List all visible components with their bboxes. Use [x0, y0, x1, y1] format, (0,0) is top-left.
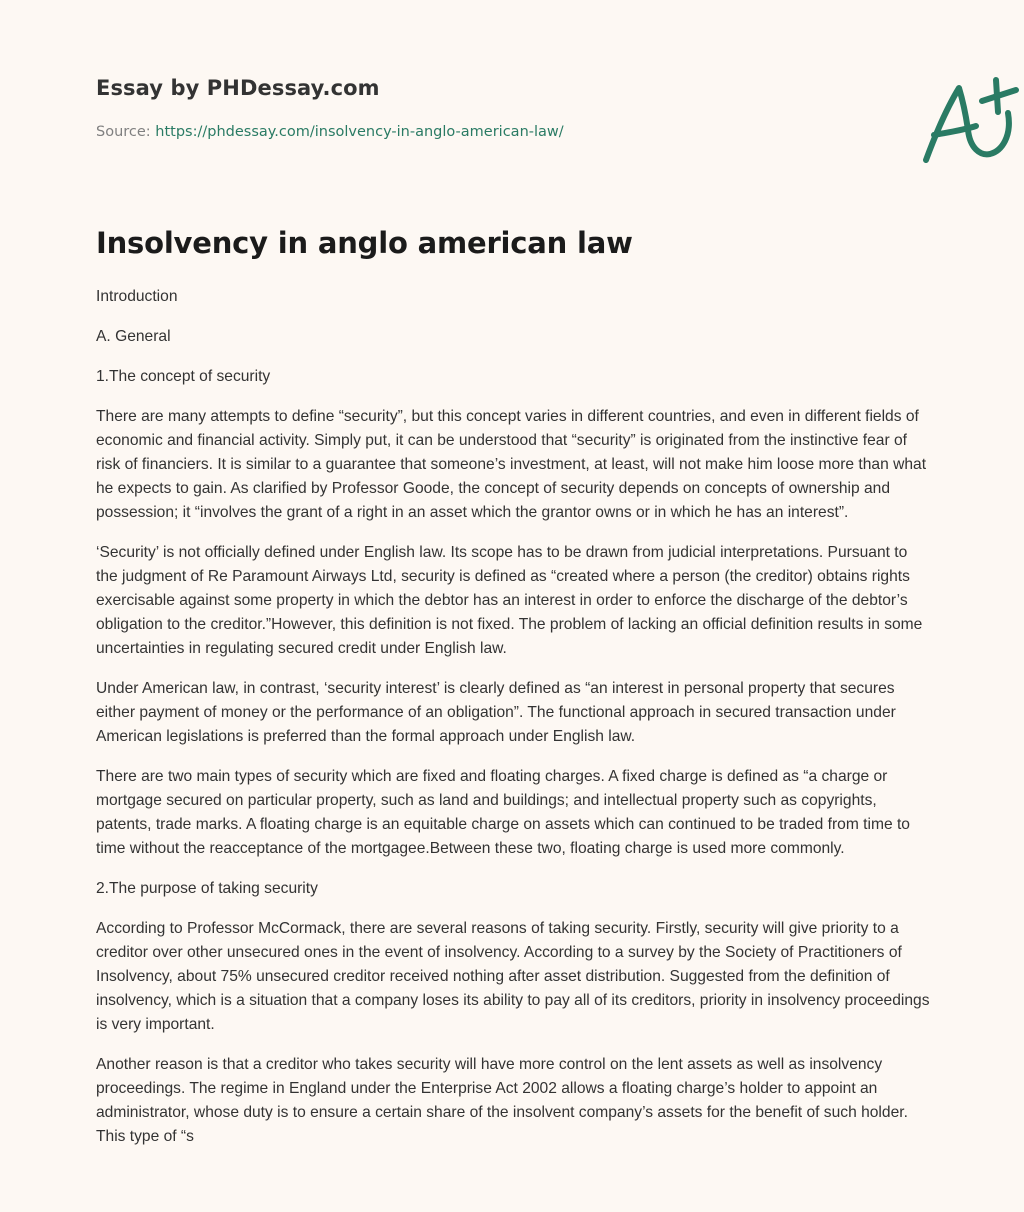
paragraph: There are two main types of security which are fixed and floating charges. A fixed charge is defined as “a charge or mortgage secured on particular property, such as land and buildings; and intellectual property such as copyrights, patents, trade marks. A floating charge is an equitable charge on assets which can continued to be traded from time to time without the reacceptance of the mortgagee.Between these two, floating charge is used more commonly. [96, 768, 910, 857]
paragraph: There are many attempts to define “security”, but this concept varies in different countries, and even in different fields of economic and financial activity. Simply put, it can be understood that “security” is originated from the instinctive fear of risk of financiers. It is similar to a guarantee that someone’s investment, at least, will not make him loose more than what he expects to gain. As clarified by Professor Goode, the concept of security depends on concepts of ownership and possession; it “involves the grant of a right in an asset which the grantor owns or in which he has an interest”. [96, 408, 927, 521]
essay-body [96, 285, 930, 1165]
paragraph: Under American law, in contrast, ‘security interest’ is clearly defined as “an interest in personal property that secures either payment of money or the performance of an obligation”. The functional approach in secured transaction under American legislations is preferred than the formal approach under English law. [96, 680, 896, 745]
source-link[interactable]: https://phdessay.com/insolvency-in-anglo-american-law/ [155, 124, 564, 140]
paragraph: According to Professor McCormack, there are several reasons of taking security. Firstly, security will give priority to a creditor over other unsecured ones in the event of insolvency. According to a survey by the Society of Practitioners of Insolvency, about 75% unsecured creditor received nothing after asset distribution. Suggested from the definition of insolvency, which is a situation that a company loses its ability to pay all of its creditors, priority in insolvency proceedings is very important. [96, 920, 930, 1033]
section-heading-introduction: Introduction [96, 288, 178, 305]
a-plus-grade-icon [916, 68, 1024, 168]
paragraph: ‘Security’ is not officially defined under English law. Its scope has to be drawn from judicial interpretations. Pursuant to the judgment of Re Paramount Airways Ltd, security is defined as “created where a person (the creditor) obtains rights exercisable against some property in which the debtor has an interest in order to enforce the discharge of the debtor’s obligation to the creditor.”However, this definition is not fixed. The problem of lacking an official definition results in some uncertainties in regulating secured credit under English law. [96, 544, 923, 657]
section-heading-purpose-of-security: 2.The purpose of taking security [96, 880, 318, 897]
brand-title: Essay by PHDessay.com [96, 76, 380, 100]
essay-title: Insolvency in anglo american law [96, 226, 633, 260]
source-label: Source: [96, 124, 156, 140]
section-heading-concept-of-security: 1.The concept of security [96, 368, 271, 385]
section-heading-general: A. General [96, 328, 171, 345]
source-line [96, 124, 564, 140]
paragraph: Another reason is that a creditor who takes security will have more control on the lent assets as well as insolvency proceedings. The regime in England under the Enterprise Act 2002 allows a floating charge’s holder to appoint an administrator, whose duty is to ensure a certain share of the insolvent company’s assets for the benefit of such holder. This type of “s [96, 1056, 908, 1145]
